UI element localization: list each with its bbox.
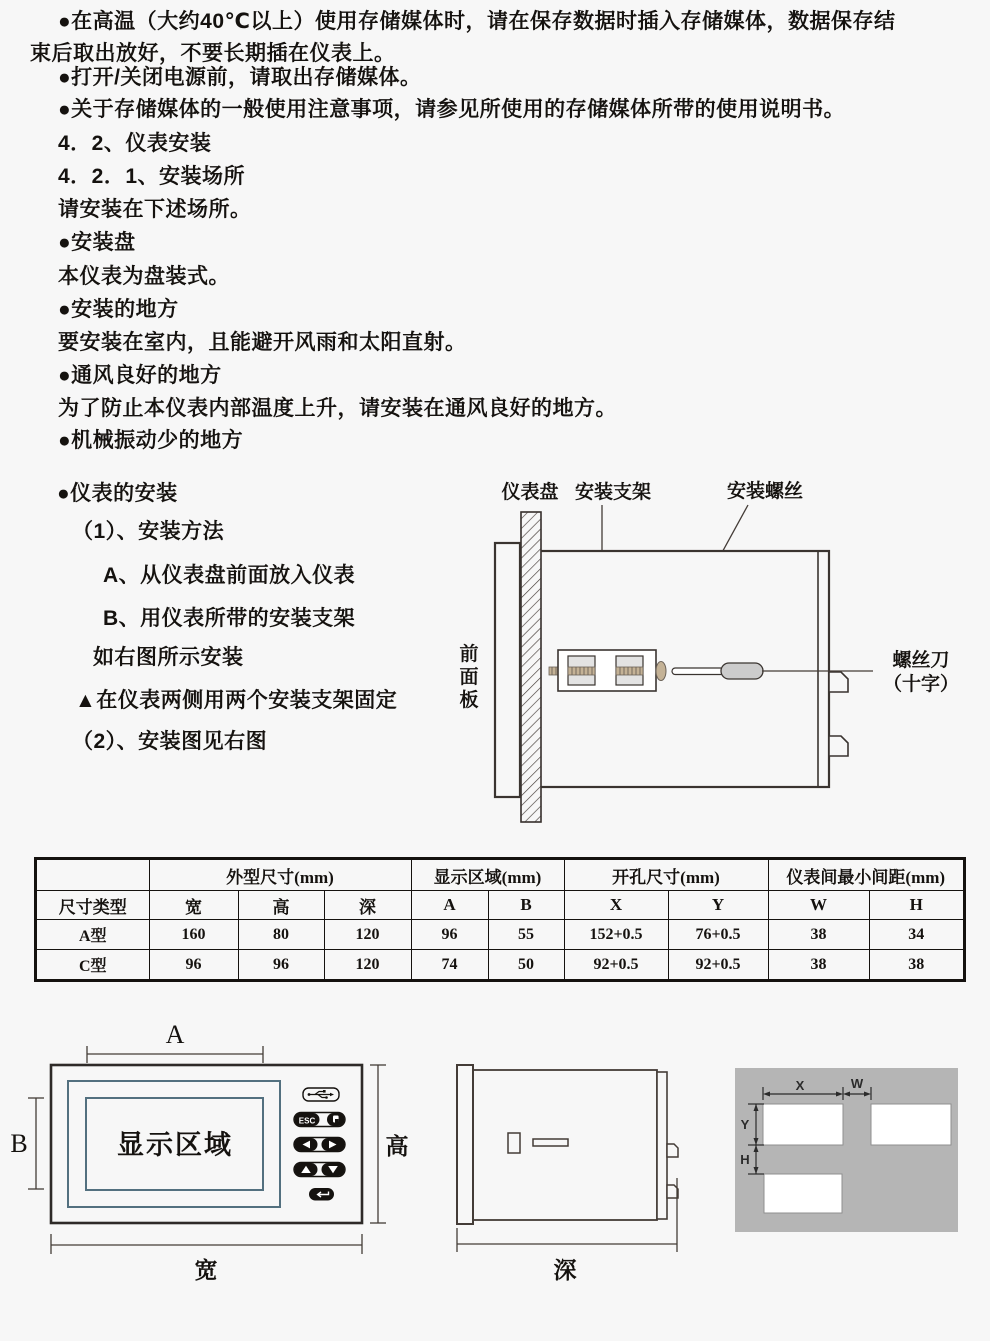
bullet-line: ●通风良好的地方 [58, 364, 222, 387]
dim-width-label: 宽 [194, 1258, 218, 1283]
body-line: 为了防止本仪表内部温度上升，请安装在通风良好的地方。 [58, 397, 617, 420]
up-down-buttons[interactable] [294, 1163, 345, 1177]
bullet-line: ●仪表的安装 [57, 482, 178, 505]
bullet-line: ●安装盘 [58, 231, 136, 254]
column-header: 宽 [149, 891, 238, 920]
dim-b-label: B [10, 1129, 28, 1158]
screw-label: 安装螺丝 [726, 481, 804, 502]
group-header: 外型尺寸(mm) [149, 859, 411, 891]
side-body [473, 1070, 657, 1220]
enter-button[interactable] [309, 1188, 334, 1201]
dim-y-label: Y [740, 1117, 750, 1132]
list-item: （1）、安装方法 [72, 520, 225, 543]
dim-x-label: X [795, 1078, 805, 1093]
screw-head [656, 662, 666, 681]
side-bezel [457, 1065, 473, 1224]
screwdriver-shaft [672, 668, 724, 675]
esc-key-label: ESC [298, 1116, 316, 1126]
left-right-buttons[interactable] [294, 1138, 345, 1152]
svg-text:螺丝刀: 螺丝刀 [892, 650, 950, 671]
side-view-diagram [445, 1040, 695, 1295]
dim-width [51, 1234, 362, 1254]
dim-h-label: H [740, 1152, 750, 1167]
row-type-cell: C型 [36, 950, 149, 981]
usb-button[interactable] [303, 1088, 339, 1101]
front-panel-label [459, 642, 478, 711]
dimension-spec-table [35, 858, 965, 981]
mounting-panel [521, 512, 541, 822]
dim-height-label: 高 [385, 1134, 409, 1159]
panel-label: 仪表盘 [501, 482, 559, 503]
mounting-bracket [549, 650, 666, 691]
corner-cell [36, 859, 149, 891]
dim-b [28, 1098, 44, 1189]
svg-text:板: 板 [459, 690, 479, 711]
panel-cutout-diagram [730, 1060, 970, 1245]
list-item: A、从仪表盘前面放入仪表 [103, 564, 356, 587]
installation-diagram [440, 470, 990, 840]
svg-text:（十字）: （十字） [882, 674, 960, 695]
column-header: A [411, 891, 488, 920]
body-line: 要安装在室内，且能避开风雨和太阳直射。 [58, 331, 467, 354]
note-line: ●打开/关闭电源前，请取出存储媒体。 [58, 66, 422, 89]
dim-a-label: A [165, 1020, 185, 1049]
column-header: H [869, 891, 964, 920]
note-line: ●关于存储媒体的一般使用注意事项，请参见所使用的存储媒体所带的使用说明书。 [58, 98, 846, 121]
section-heading: 4．2、仪表安装 [58, 132, 212, 155]
svg-text:面: 面 [459, 667, 479, 688]
group-header: 仪表间最小间距(mm) [768, 859, 964, 891]
table-row: A型 160 80 120 96 55 152+0.5 76+0.5 38 34 [36, 920, 964, 950]
row-type-cell: A型 [36, 920, 149, 950]
column-header: 深 [324, 891, 411, 920]
body-line: 本仪表为盘装式。 [58, 265, 230, 288]
column-header: 高 [238, 891, 324, 920]
warning-line: ▲在仪表两侧用两个安装支架固定 [75, 689, 398, 712]
screwdriver-label [883, 648, 959, 695]
svg-text:前: 前 [459, 644, 479, 665]
esc-menu-button[interactable] [294, 1113, 345, 1127]
cutout-hole [763, 1104, 843, 1145]
rear-strip [657, 1072, 667, 1219]
group-header: 显示区域(mm) [411, 859, 564, 891]
list-item: B、用仪表所带的安装支架 [103, 607, 356, 630]
column-header: Y [668, 891, 768, 920]
column-header: W [768, 891, 869, 920]
front-view-diagram [5, 1015, 440, 1295]
bullet-line: ●安装的地方 [58, 298, 179, 321]
dim-depth-label: 深 [553, 1258, 577, 1283]
mount-clip [829, 736, 848, 756]
mount-clip [667, 1144, 678, 1157]
column-header: B [488, 891, 564, 920]
note-line: ●在高温（大约40℃以上）使用存储媒体时，请在保存数据时插入存储媒体，数据保存结 [58, 10, 896, 33]
column-header: X [564, 891, 668, 920]
note-line: 束后取出放好，不要长期插在仪表上。 [30, 42, 396, 65]
group-header: 开孔尺寸(mm) [564, 859, 768, 891]
bracket-label: 安装支架 [574, 482, 652, 503]
front-bezel [495, 543, 520, 797]
cutout-hole [871, 1104, 951, 1145]
subsection-heading: 4．2．1、安装场所 [58, 165, 246, 188]
table-row: C型 96 96 120 74 50 92+0.5 92+0.5 38 38 [36, 950, 964, 981]
body-line: 请安装在下述场所。 [58, 198, 252, 221]
dim-height [370, 1065, 386, 1223]
screwdriver-handle [721, 663, 763, 679]
column-header: 尺寸类型 [36, 891, 149, 920]
bullet-line: ●机械振动少的地方 [58, 429, 244, 452]
list-item: （2）、安装图见右图 [72, 730, 268, 753]
display-area-label: 显示区域 [117, 1130, 233, 1160]
cutout-hole [764, 1174, 842, 1213]
body-line: 如右图所示安装 [93, 646, 244, 669]
mount-clip [829, 672, 848, 692]
dim-w-label: W [850, 1076, 864, 1091]
